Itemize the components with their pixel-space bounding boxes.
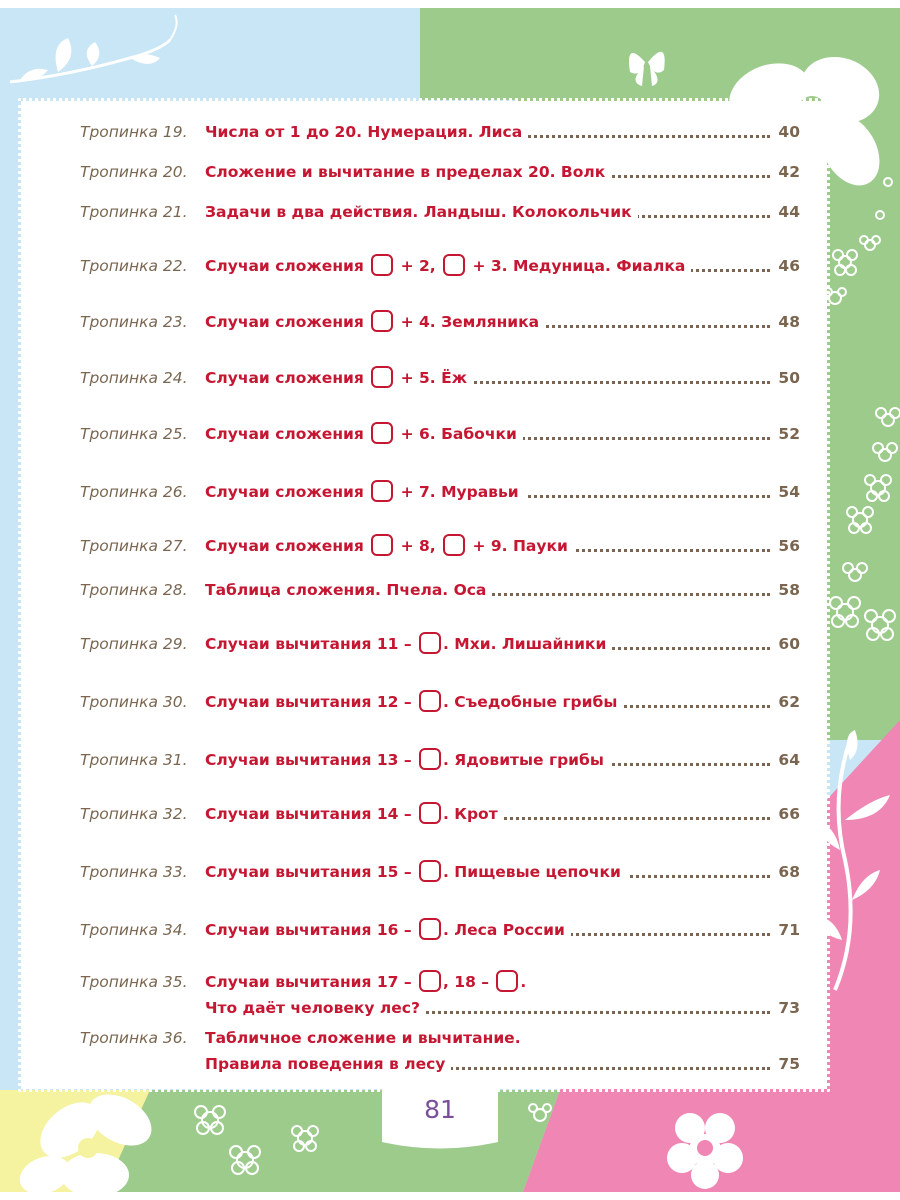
toc-entry-title xyxy=(205,690,623,714)
toc-entry-title xyxy=(205,310,545,334)
toc-entry[interactable] xyxy=(80,200,800,240)
toc-entry[interactable] xyxy=(80,120,800,160)
empty-box-icon xyxy=(371,422,393,444)
empty-box-icon xyxy=(371,480,393,502)
toc-entry-title xyxy=(205,578,492,602)
toc-entry-label: Тропинка 20. xyxy=(80,163,188,181)
toc-title-part: + 9. Пауки xyxy=(467,537,568,555)
empty-box-icon xyxy=(419,970,441,992)
toc-entry-title xyxy=(205,632,612,656)
toc-title-part: . Крот xyxy=(443,805,498,823)
toc-title-part: + 2, xyxy=(395,257,442,275)
toc-entry-label: Тропинка 33. xyxy=(80,863,188,881)
toc-panel xyxy=(24,104,824,1086)
empty-box-icon xyxy=(419,918,441,940)
toc-entry-title xyxy=(205,200,638,224)
toc-entry-page: 46 xyxy=(772,254,800,278)
toc-entry-title xyxy=(205,160,611,184)
toc-entry[interactable] xyxy=(80,534,800,574)
toc-entry-label: Тропинка 30. xyxy=(80,693,188,711)
empty-box-icon xyxy=(371,254,393,276)
toc-entry-page: 71 xyxy=(772,918,800,942)
toc-title-part: Случаи вычитания 11 – xyxy=(205,635,417,653)
toc-title-part: . xyxy=(520,973,527,991)
toc-entry[interactable] xyxy=(80,860,800,900)
toc-title-part: Случаи сложения xyxy=(205,257,370,275)
toc-entry-label: Тропинка 35. xyxy=(80,973,188,991)
toc-title-part: Случаи вычитания 15 – xyxy=(205,863,417,881)
toc-entry-title-line2: Что даёт человеку лес? xyxy=(205,996,426,1020)
toc-entry-title xyxy=(205,120,528,144)
toc-title-part: + 8, xyxy=(395,537,442,555)
toc-title-part: . Съедобные грибы xyxy=(443,693,618,711)
toc-entry-page: 64 xyxy=(772,748,800,772)
toc-title-part: . Пищевые цепочки xyxy=(443,863,621,881)
empty-box-icon xyxy=(443,534,465,556)
toc-title-part: Случаи вычитания 16 – xyxy=(205,921,417,939)
toc-title-part: Случаи сложения xyxy=(205,537,370,555)
toc-entry-page: 50 xyxy=(772,366,800,390)
toc-entry[interactable] xyxy=(80,802,800,842)
toc-entry-label: Тропинка 34. xyxy=(80,921,188,939)
toc-entry-title xyxy=(205,254,691,278)
page-number: 81 xyxy=(424,1095,456,1124)
toc-title-part: Случаи сложения xyxy=(205,313,370,331)
toc-entry[interactable] xyxy=(80,970,800,1017)
toc-entry-title xyxy=(205,802,504,826)
toc-title-part: Случаи сложения xyxy=(205,483,370,501)
toc-entry-label: Тропинка 36. xyxy=(80,1029,188,1047)
toc-entry-label: Тропинка 29. xyxy=(80,635,188,653)
toc-title-part: + 4. Земляника xyxy=(395,313,540,331)
toc-title-part: Табличное сложение и вычитание. xyxy=(205,1029,521,1047)
empty-box-icon xyxy=(496,970,518,992)
toc-entry-page: 66 xyxy=(772,802,800,826)
toc-entry-page: 48 xyxy=(772,310,800,334)
toc-title-part: . Ядовитые грибы xyxy=(443,751,604,769)
empty-box-icon xyxy=(371,534,393,556)
toc-entry-page: 60 xyxy=(772,632,800,656)
toc-entry-page: 54 xyxy=(772,480,800,504)
empty-box-icon xyxy=(419,632,441,654)
toc-entry-title xyxy=(205,860,627,884)
toc-entry-title xyxy=(205,1026,527,1050)
toc-entry[interactable] xyxy=(80,160,800,200)
empty-box-icon xyxy=(419,860,441,882)
toc-entry-label: Тропинка 21. xyxy=(80,203,188,221)
empty-box-icon xyxy=(419,802,441,824)
toc-entry-title xyxy=(205,748,610,772)
toc-title-part: Задачи в два действия. Ландыш. Колокольчик xyxy=(205,203,632,221)
toc-entry-label: Тропинка 32. xyxy=(80,805,188,823)
empty-box-icon xyxy=(443,254,465,276)
toc-entry-title xyxy=(205,534,574,558)
toc-entry-label: Тропинка 19. xyxy=(80,123,188,141)
toc-entry-page: 68 xyxy=(772,860,800,884)
toc-entry-page: 40 xyxy=(772,120,800,144)
toc-entry[interactable] xyxy=(80,254,800,294)
toc-entry-title xyxy=(205,918,571,942)
toc-title-part: Случаи вычитания 12 – xyxy=(205,693,417,711)
toc-entry-page: 52 xyxy=(772,422,800,446)
toc-title-part: + 3. Медуница. Фиалка xyxy=(467,257,686,275)
toc-entry[interactable] xyxy=(80,690,800,730)
toc-title-part: . Мхи. Лишайники xyxy=(443,635,607,653)
toc-entry[interactable] xyxy=(80,310,800,350)
toc-entry-label: Тропинка 26. xyxy=(80,483,188,501)
toc-entry-page: 62 xyxy=(772,690,800,714)
toc-entry-label: Тропинка 24. xyxy=(80,369,188,387)
toc-entry-title xyxy=(205,480,525,504)
toc-entry-title xyxy=(205,422,523,446)
empty-box-icon xyxy=(371,310,393,332)
toc-entry[interactable] xyxy=(80,918,800,958)
toc-title-part: Случаи сложения xyxy=(205,425,370,443)
toc-title-part: , 18 – xyxy=(443,973,495,991)
toc-entry-label: Тропинка 22. xyxy=(80,257,188,275)
toc-entry[interactable] xyxy=(80,748,800,788)
toc-entry-title xyxy=(205,366,473,390)
toc-entry-label: Тропинка 25. xyxy=(80,425,188,443)
empty-box-icon xyxy=(419,748,441,770)
toc-title-part: Случаи вычитания 17 – xyxy=(205,973,417,991)
toc-entry-page: 56 xyxy=(772,534,800,558)
toc-title-part: . Леса России xyxy=(443,921,565,939)
toc-entry[interactable] xyxy=(80,632,800,672)
toc-entry-page: 73 xyxy=(772,996,800,1020)
toc-title-part: Случаи вычитания 14 – xyxy=(205,805,417,823)
toc-title-part: Числа от 1 до 20. Нумерация. Лиса xyxy=(205,123,523,141)
toc-entry-page: 58 xyxy=(772,578,800,602)
empty-box-icon xyxy=(419,690,441,712)
toc-title-part: + 6. Бабочки xyxy=(395,425,517,443)
toc-entry-label: Тропинка 31. xyxy=(80,751,188,769)
toc-title-part: Случаи вычитания 13 – xyxy=(205,751,417,769)
toc-title-part: + 5. Ёж xyxy=(395,369,468,387)
toc-entry-label: Тропинка 28. xyxy=(80,581,188,599)
toc-entry[interactable] xyxy=(80,366,800,406)
toc-entry-label: Тропинка 27. xyxy=(80,537,188,555)
toc-title-part: + 7. Муравьи xyxy=(395,483,519,501)
table-of-contents xyxy=(24,104,824,1086)
toc-entry-page: 42 xyxy=(772,160,800,184)
toc-title-part: Таблица сложения. Пчела. Оса xyxy=(205,581,487,599)
toc-entry[interactable] xyxy=(80,480,800,520)
empty-box-icon xyxy=(371,366,393,388)
toc-title-part: Случаи сложения xyxy=(205,369,370,387)
toc-entry-title-line2: Правила поведения в лесу xyxy=(205,1052,451,1076)
toc-entry-page: 75 xyxy=(772,1052,800,1076)
toc-entry[interactable] xyxy=(80,578,800,618)
toc-entry-label: Тропинка 23. xyxy=(80,313,188,331)
toc-entry-page: 44 xyxy=(772,200,800,224)
toc-entry[interactable] xyxy=(80,1026,800,1073)
toc-entry[interactable] xyxy=(80,422,800,462)
toc-entry-title xyxy=(205,970,532,994)
toc-title-part: Сложение и вычитание в пределах 20. Волк xyxy=(205,163,606,181)
